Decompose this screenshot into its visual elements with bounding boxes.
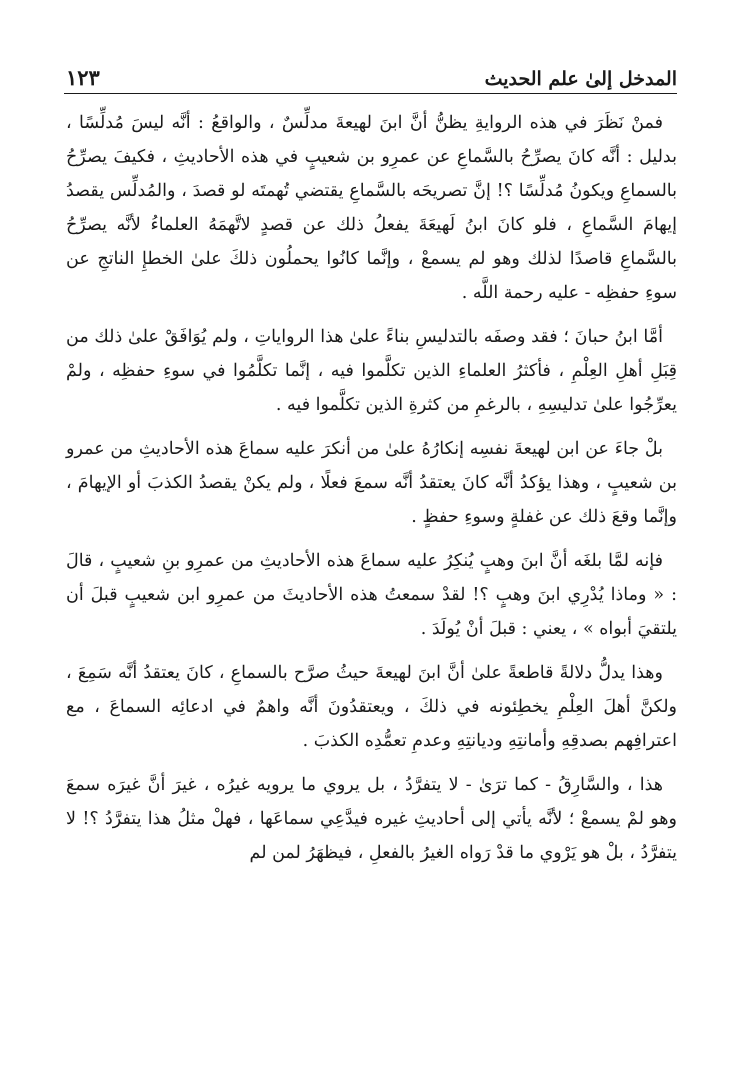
page-number: ١٢٣ <box>66 65 100 90</box>
paragraph: أمَّا ابنُ حبانَ ؛ فقد وصفَه بالتدليسِ بناءً علىٰ هذا الرواياتِ ، ولم يُوَافَقْ علىٰ ذلك من قِبَلِ أهلِ العِلْمِ ، فأكثرُ العلماءِ الذين تكلَّموا فيه ، إنَّما تكلَّمُوا في سوءِ حفظِه ، ولمْ يعرِّجُوا علىٰ تدليسِهِ ، بالرغمِ من كثرةِ الذين تكلَّموا فيه . <box>66 327 677 415</box>
running-title: المدخل إلىٰ علم الحديث <box>484 68 677 90</box>
paragraph: وهذا يدلُّ دلالةً قاطعةً علىٰ أنَّ ابنَ لهيعةَ حيثُ صرَّح بالسماعِ ، كانَ يعتقدُ أنَّه سَمِعَ ، ولكنَّ أهلَ العِلْمِ يخطِئونه في ذلكَ ، ويعتقدُونَ أنَّه واهمٌ في ادعائِه السماعَ ، مع اعترافِهم بصدقِهِ وأمانتِهِ وديانتِهِ وعدمِ تعمُّدِه الكذبَ . <box>66 663 677 751</box>
paragraph: فمنْ نَظَرَ في هذه الروايةِ يظنُّ أنَّ ابنَ لهيعةَ مدلِّسٌ ، والواقعُ : أنَّه ليسَ مُدلِّسًا ، بدليل : أنَّه كانَ يصرِّحُ بالسَّماعِ عن عمرِو بن شعيبٍ في هذه الأحاديثِ ، فكيفَ يصرِّحُ بالسماعِ ويكونُ مُدلِّسًا ؟! إنَّ تصريحَه بالسَّماعِ يقتضي تُهمتَه لو قصدَ ، والمُدلِّس يقصدُ إيهامَ السَّماعِ ، فلو كانَ ابنُ لَهيعَةَ يفعلُ ذلك عن قصدٍ لاتَّهمَهُ العلماءُ لأنَّه يصرِّحُ بالسَّماعِ قاصدًا لذلك وهو لم يسمعْ ، وإنَّما كانُوا يحملُون ذلكَ علىٰ الخطإِ الناتجِ عن سوءِ حفظِه - عليه رحمة اللَّه . <box>66 113 677 303</box>
header-rule <box>64 93 677 94</box>
paragraph: بلْ جاءَ عن ابن لهيعةَ نفسِه إنكارُهُ علىٰ من أنكرَ عليه سماعَ هذه الأحاديثِ من عمرو بن شعيبٍ ، وهذا يؤكدُ أنَّه كانَ يعتقدُ أنَّه سمعَ فعلًا ، ولم يكنْ يقصدُ الكذبَ أو الإيهامَ ، وإنَّما وقعَ ذلك عن غفلةٍ وسوءِ حفظٍ . <box>66 439 677 527</box>
page-header <box>66 56 677 90</box>
paragraph: فإنه لمَّا بلغَه أنَّ ابنَ وهبٍ يُنكِرُ عليه سماعَ هذه الأحاديثِ من عمرِو بنِ شعيبٍ ، قالَ : « وماذا يُدْرِي ابنَ وهبٍ ؟! لقدْ سمعتُ هذه الأحاديثَ من عمرِو ابن شعيبٍ قبلَ أن يلتقيَ أبواه » ، يعني : قبلَ أنْ يُولَدَ . <box>66 551 677 639</box>
paragraph: هذا ، والسَّارِقُ - كما ترَىٰ - لا يتفرَّدُ ، بل يروي ما يرويه غيرُه ، غيرَ أنَّ غيرَه سمعَ وهو لمْ يسمعْ ؛ لأنَّه يأتي إلى أحاديثِ غيره فيدَّعِي سماعَها ، فهلْ مثلُ هذا يتفرَّدُ ؟! لا يتفرَّدُ ، بلْ هو يَرْوي ما قدْ رَواه الغيرُ بالفعلِ ، فيظهَرُ لمن لم <box>66 775 677 863</box>
body-text <box>66 106 677 1050</box>
